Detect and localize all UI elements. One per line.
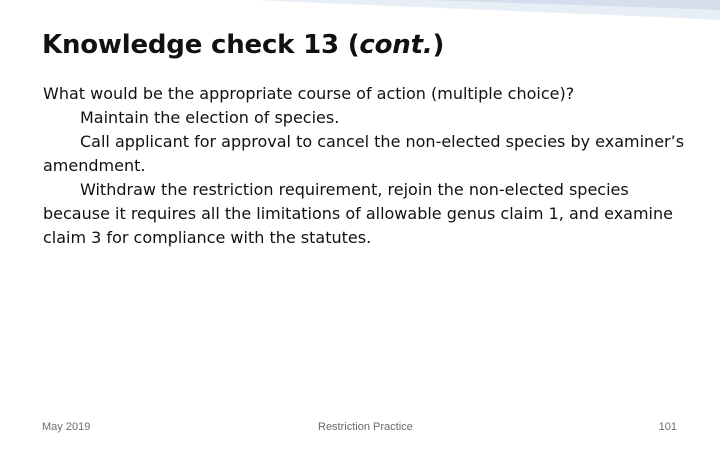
title-italic: cont. bbox=[359, 30, 433, 60]
slide-body bbox=[43, 82, 693, 250]
option-2: Call applicant for approval to cancel the non-elected species by examiner’s amendment. bbox=[43, 132, 685, 175]
question-text: What would be the appropriate course of action (multiple choice)? bbox=[43, 84, 575, 103]
option-1: Maintain the election of species. bbox=[80, 108, 340, 127]
page-number: 101 bbox=[658, 421, 677, 433]
option-3: Withdraw the restriction requirement, rejoin the non-elected species because it requires all the limitations of allowable genus claim 1, and examine claim 3 for compliance with the statutes. bbox=[43, 180, 673, 247]
footer-title: Restriction Practice bbox=[318, 421, 413, 433]
top-accent-band bbox=[0, 0, 720, 34]
title-main: Knowledge check 13 ( bbox=[42, 30, 360, 60]
footer-date: May 2019 bbox=[42, 421, 91, 433]
slide-title bbox=[42, 30, 444, 60]
title-end: ) bbox=[432, 30, 445, 60]
